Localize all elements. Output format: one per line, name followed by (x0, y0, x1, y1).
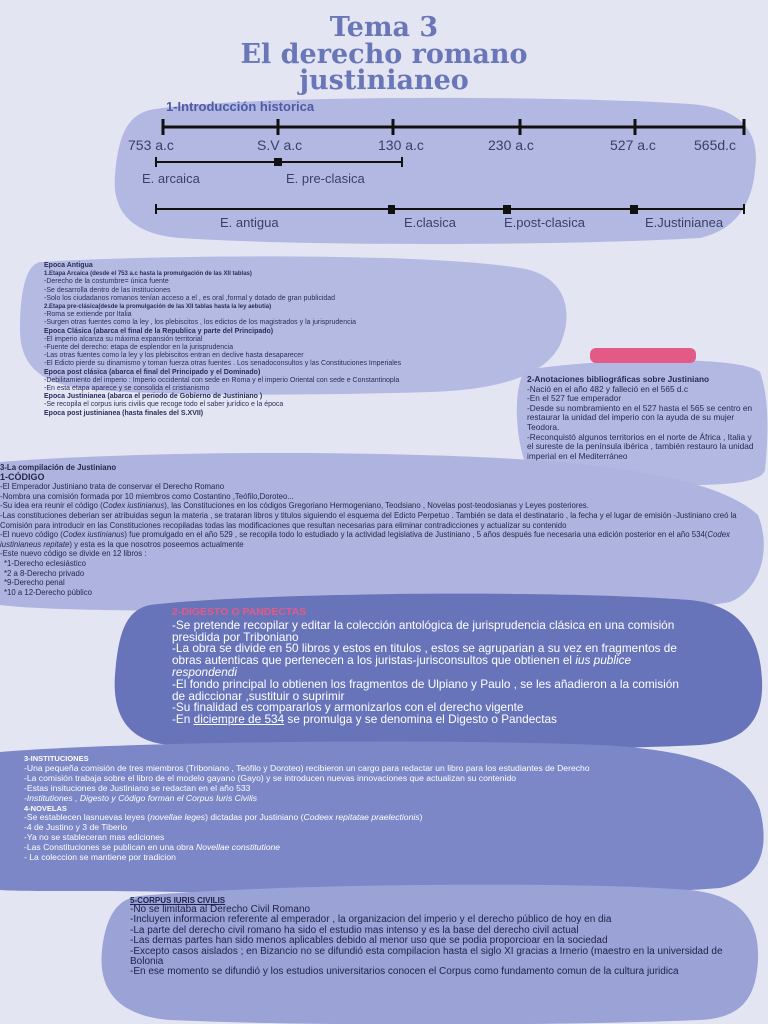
corpus-line: -No se limitaba al Derecho Civil Romano (130, 904, 311, 915)
marker-clasica (388, 205, 395, 214)
compilacion-line: -Su idea era reunir el código (Codex iustinianus), las Constituciones en los códigos Gregoriano Hermogeniano, Teodsiano , Novelas post-teodosianas y Leyes posteriores. (0, 501, 589, 511)
corpus-section (130, 896, 748, 978)
period-pre-clasica: E. pre-clasica (286, 171, 365, 186)
codigo-libro-item: *1-Derecho eclesiástico (4, 558, 86, 568)
epocas-line: -Solo los ciudadanos romanos tenían acceso a el , es oral ,formal y dotado de gran publicidad (44, 294, 336, 302)
anotaciones-line: -Reconquistó algunos territorios en el norte de África , Italia y el sureste de la península ibérica , también restauro la unidad imperial en el Mediterráneo (527, 431, 754, 461)
epocas-line: 2.Etapa pre-clásica(desde la promulgación de las XII tablas hasta la ley aebutia) (44, 304, 272, 311)
novelas-line: -Se establecen lasnuevas leyes (novellae leges) dictadas por Justiniano (Codeex repitatae praelectionis) (24, 812, 423, 823)
marker-justinianea (630, 205, 638, 214)
corpus-heading: 5-CORPUS IURIS CIVILIS (130, 896, 226, 905)
highlight-tape (590, 348, 696, 363)
epocas-line: Epoca post justinianea (hasta finales del S.XVII) (44, 409, 204, 417)
epocas-heading: Epoca Antigua (44, 262, 93, 269)
instituciones-line: -La comisión trabaja sobre el libro de el modelo gayano (Gayo) y se introducen nuevas innovaciones que actualizan su contenido (24, 772, 517, 783)
corpus-line: -Excepto casos aislados ; en Bizancio no se difundió esta compilacion hasta el siglo XI gracias a Irnerio (maestro en la universidad de Bolonia (130, 945, 723, 968)
period-antigua: E. antigua (220, 215, 279, 230)
instituciones-line: -Una pequeña comisión de tres miembros (Triboniano , Teófilo y Doroteo) recibieron un cargo para redactar un libro para los estudiantes de Derecho (24, 762, 590, 773)
page-title-line-1: Tema 3 (329, 12, 439, 43)
period-arcaica: E. arcaica (142, 171, 200, 186)
marker-post-clasica (503, 205, 511, 214)
epocas-line: -Roma se extiende por Italia (44, 311, 132, 319)
epocas-section (44, 262, 534, 418)
anotaciones-line: -Nació en el año 482 y falleció en el 565 d.c (527, 383, 688, 394)
epocas-line: -Fuente del derecho: etapa de esplendor en la jurisprudencia (44, 344, 234, 352)
epocas-line: Epoca Clásica (abarca el final de la Republica y parte del Principado) (44, 327, 274, 335)
anotaciones-section (527, 375, 760, 461)
epocas-line: -Debilitamiento del imperio : Imperio occidental con sede en Roma y el imperio Oriental con sede e Constantinopla (44, 376, 400, 384)
digesto-line: -La obra se divide en 50 libros y estos en titulos , estos se agruparian a su vez en fragmentos de obras autenticas que pertenecen a los juristas-jurisconsultos que obtienen el ius publice respondendi (172, 641, 677, 679)
novelas-line: - La coleccion se mantiene por tradicion (24, 852, 176, 863)
compilacion-heading: 3-La compilación de Justiniano (0, 463, 117, 472)
epocas-line: Epoca Justinianea (abarca el periodo de Gobierno de Justiniano ) (44, 393, 263, 401)
codigo-heading: 1-CÓDIGO (0, 471, 45, 482)
page-title-line-3: justinianeo (299, 65, 469, 96)
compilacion-line: -Las constituciones deberian ser atribuidas segun la materia , se trataran libros y titulos siguiendo el esquema del Edicto Perpetuo . También se data el destinatario , la fecha y el lugar de emisión -Justiniano creó la Comisión para introducir en las Constituciones recopiladas todas las modificaciones que resultan necesarias para eliminar contradicciones y actualizar su contenido (0, 510, 737, 530)
anotaciones-heading: 2-Anotaciones bibliográficas sobre Justiniano (527, 374, 710, 384)
year-sv: S.V a.c (257, 137, 303, 153)
year-130: 130 a.c (378, 137, 424, 153)
compilacion-line: -Nombra una comisión formada por 10 miembros como Costantino ,Teófilo,Doroteo... (0, 491, 294, 501)
epocas-line: -Surgen otras fuentes como la ley , los plebiscitos , los edictos de los magistrados y la jurisprudencia (44, 319, 357, 327)
epocas-line: -Se recopila el corpus iuris civilis que recoge todo el saber jurídico e la época (44, 401, 284, 409)
instituciones-line: -Institutiones , Digesto y Código forman el Corpus Iuris Civilis (24, 792, 258, 803)
novelas-line: -Las Constituciones se publican en una obra Novellae constitutione (24, 842, 281, 853)
codigo-libro-item: *10 a 12-Derecho público (4, 587, 92, 597)
digesto-line: -El fondo principal lo obtienen los fragmentos de Ulpiano y Paulo , se les añadieron a la comisión de adiccionar ,sustituir o suprimir (172, 676, 679, 703)
compilacion-section (0, 463, 740, 597)
page-title-line-2: El derecho romano (240, 39, 528, 70)
period-post-clasica: E.post-clasica (504, 215, 585, 230)
epocas-line: 1.Etapa Arcaica (desde el 753 a.c hasta la promulgación de las XII tablas) (44, 271, 252, 278)
digesto-section (172, 607, 692, 726)
corpus-line: -En ese momento se difundió y los estudios universitarios conocen el Corpus como fundamento comun de la cultura juridica (130, 966, 679, 978)
epocas-line: -El Edicto pierde su dinamismo y toman fuerza otras fuentes . Los senadoconsultos y las Constituciones Imperiales (44, 360, 402, 368)
codigo-libro-item: *9-Derecho penal (4, 578, 65, 588)
instituciones-section (24, 754, 714, 863)
period-justinianea: E.Justinianea (645, 215, 724, 230)
anotaciones-line: -En el 527 fue emperador (527, 393, 622, 404)
novelas-line: -Ya no se stableceran mas ediciones (24, 832, 165, 843)
year-753: 753 a.c (128, 137, 174, 153)
epocas-line: -Derecho de la costumbre= única fuente (44, 278, 169, 286)
novelas-line: -4 de Justino y 3 de Tiberio (24, 822, 128, 833)
digesto-line: -Su finalidad es compararlos y armonizarlos con el derecho vigente (172, 700, 524, 715)
epocas-line: Epoca post clásica (abarca el final del Principado y el Dominado) (44, 368, 261, 376)
epocas-line: -Las otras fuentes como la ley y los plebiscitos entran en declive hasta desaparecer (44, 352, 304, 360)
corpus-line: -Incluyen informacion referente al emperador , la organizacion del imperio y el derecho público de hoy en dia (130, 914, 612, 926)
compilacion-line: -El nuevo código (Codex iustinianus) fue promulgado en el año 529 , se recopila todo lo estudiado y la actividad legislativa de Justiniano , 5 años después fue necesaria una edición posterior en el año 534(Codex iustinianeus repitate) y esta es la que nosotros poseemos actualmente (0, 530, 730, 549)
compilacion-line: -Este nuevo código se divide en 12 libros : (0, 549, 147, 559)
digesto-line: -Se pretende recopilar y editar la colección antológica de jurisprudencia clásica en una comisión presidida por Triboniano (172, 617, 675, 644)
epocas-line: -El imperio alcanza su máxima expansión territorial (44, 335, 203, 343)
digesto-line: -En diciempre de 534 se promulga y se denomina el Digesto o Pandectas (172, 712, 557, 727)
anotaciones-line: -Desde su nombramiento en el 527 hasta el 565 se centro en restaurar la unidad del imperio con la ayuda de su mujer Teodora. (527, 402, 753, 432)
compilacion-line: -El Emperador Justiniano trata de conservar el Derecho Romano (0, 482, 225, 492)
year-527: 527 a.c (610, 137, 656, 153)
marker-pre-clasica (274, 158, 282, 166)
year-230: 230 a.c (488, 137, 534, 153)
period-clasica: E.clasica (404, 215, 457, 230)
corpus-line: -La parte del derecho civil romano ha sido el estudio mas intenso y es la base del derecho civil actual (130, 924, 579, 936)
corpus-line: -Las demas partes han sido menos aplicables debido al menor uso que se podia proporcioar en la sociedad (130, 935, 608, 947)
epocas-line: -En esta etapa aparece y se consolida el cristianismo (44, 385, 210, 393)
novelas-heading: 4-NOVELAS (24, 803, 67, 813)
epocas-line: -Se desarrolla dentro de las instituciones (44, 286, 171, 294)
instituciones-heading: 3-INSTITUCIONES (24, 754, 89, 763)
intro-heading: 1-Introducción historica (166, 99, 315, 114)
instituciones-line: -Estas insituciones de Justiniano se redactan en el año 533 (24, 782, 251, 793)
codigo-libro-item: *2 a 8-Derecho privado (4, 568, 85, 578)
year-565: 565d.c (694, 137, 737, 153)
digesto-heading: 2-DIGESTO O PANDECTAS (172, 606, 307, 618)
